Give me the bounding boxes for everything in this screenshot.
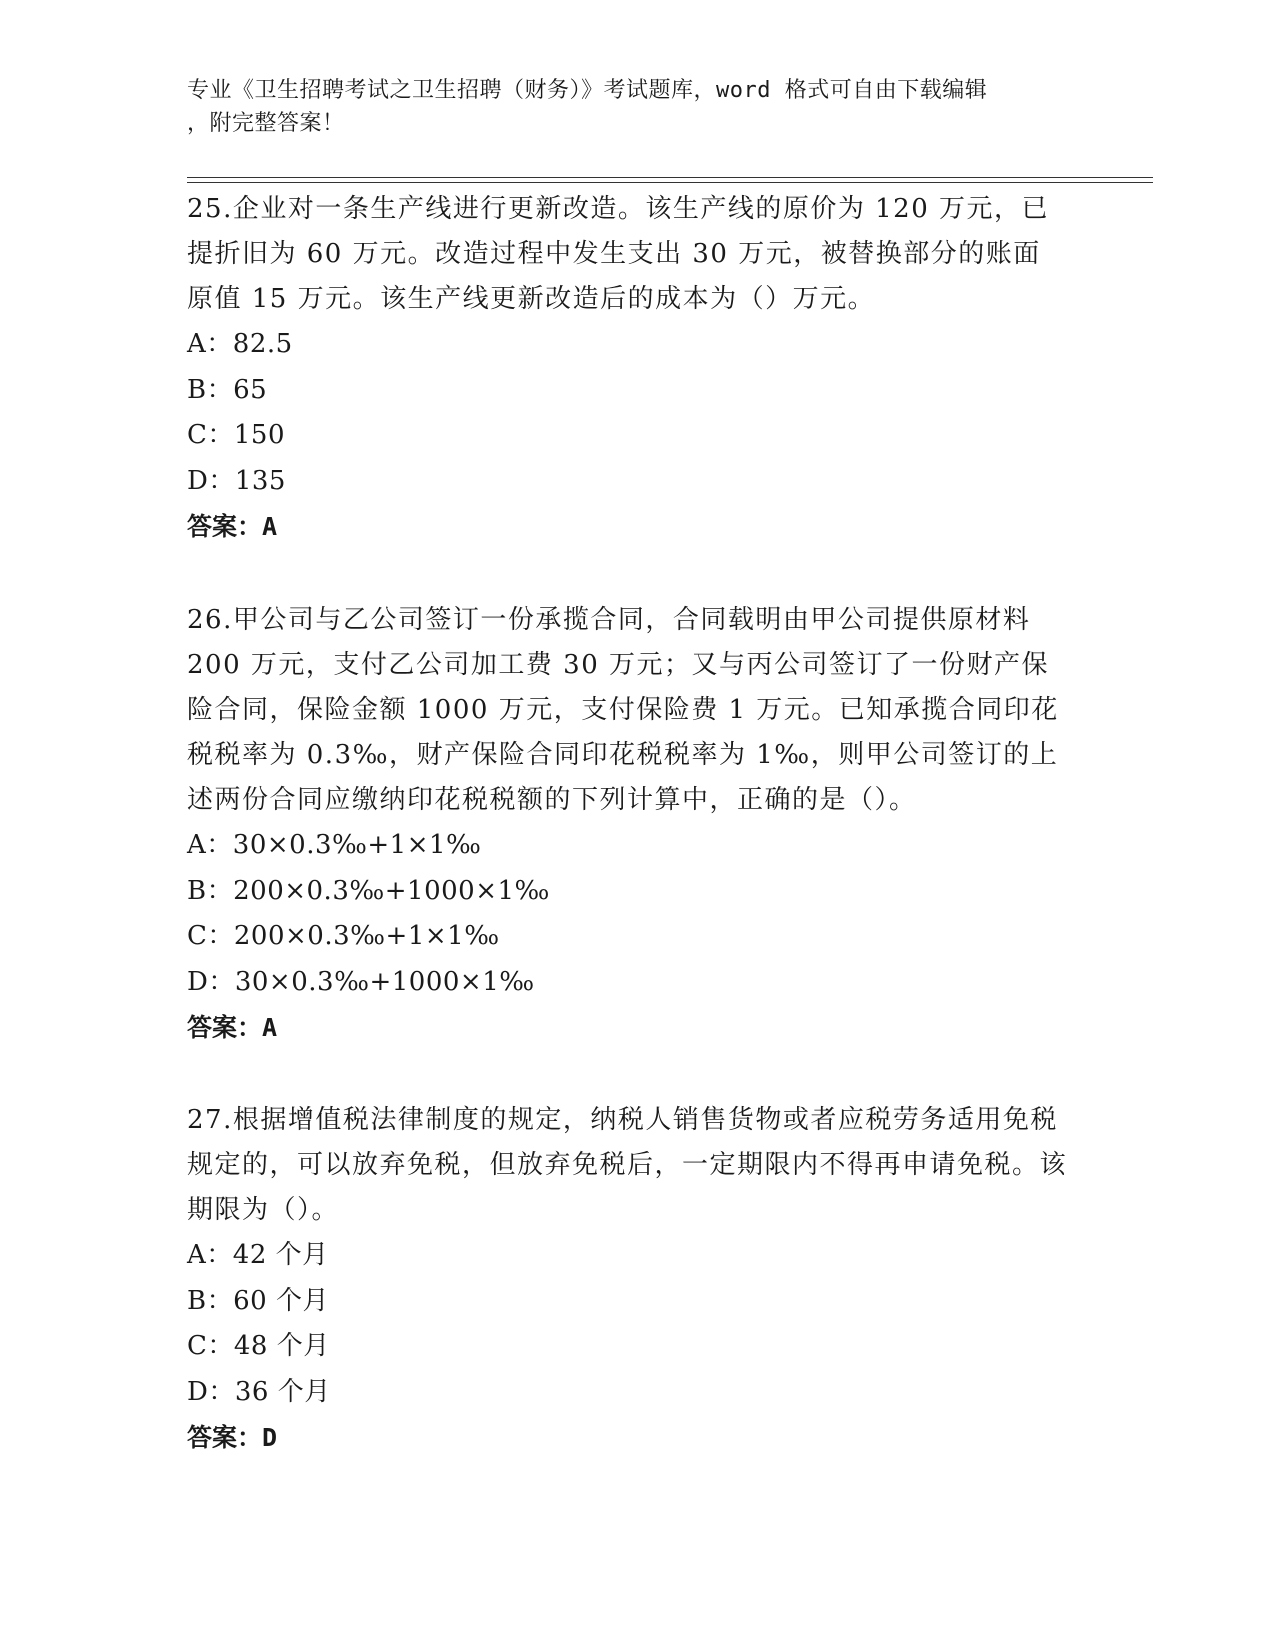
answer-label: 答案：D [187,1423,278,1452]
header-divider-bottom [187,182,1153,183]
option-d: D：135 [187,465,286,496]
option-a: A：82.5 [187,329,293,359]
option-d: D：30×0.3‰+1000×1‰ [187,966,535,997]
question-26 [187,598,1067,1050]
question-27 [187,1098,1067,1460]
option-a: A：30×0.3‰+1×1‰ [187,830,482,860]
header-title-line: 专业《卫生招聘考试之卫生招聘（财务）》考试题库，word 格式可自由下载编辑 [187,78,988,103]
option-a: A：42 个月 [187,1240,329,1270]
option-b: B：60 个月 [187,1285,329,1316]
question-stem: 27.根据增值税法律制度的规定，纳税人销售货物或者应税劳务适用免税规定的，可以放弃免税，但放弃免税后，一定期限内不得再申请免税。该期限为（）。 [187,1105,1068,1225]
answer-label: 答案：A [187,512,278,541]
question-stem: 25.企业对一条生产线进行更新改造。该生产线的原价为 120 万元，已提折旧为 60 万元。改造过程中发生支出 30 万元，被替换部分的账面原值 15 万元。该生产线更新改造后的成本为（）万元。 [187,194,1050,314]
answer-label: 答案：A [187,1013,278,1042]
document-header [187,74,1067,140]
option-b: B：65 [187,374,268,405]
question-25 [187,187,1067,549]
option-d: D：36 个月 [187,1376,331,1407]
question-stem: 26.甲公司与乙公司签订一份承揽合同，合同载明由甲公司提供原材料 200 万元，支付乙公司加工费 30 万元；又与丙公司签订了一份财产保险合同，保险金额 1000 万元，支付保险费 1 万元。已知承揽合同印花税税率为 0.3‰，财产保险合同印花税税率为 1‰，则甲公司签订的上述两份合同应缴纳印花税税额的下列计算中，正确的是（）。 [187,605,1059,815]
option-c: C：48 个月 [187,1331,330,1361]
header-divider-top [187,177,1153,178]
option-b: B：200×0.3‰+1000×1‰ [187,875,550,906]
header-title-continuation: ，附完整答案！ [187,111,345,136]
option-c: C：150 [187,420,286,450]
option-c: C：200×0.3‰+1×1‰ [187,921,500,951]
